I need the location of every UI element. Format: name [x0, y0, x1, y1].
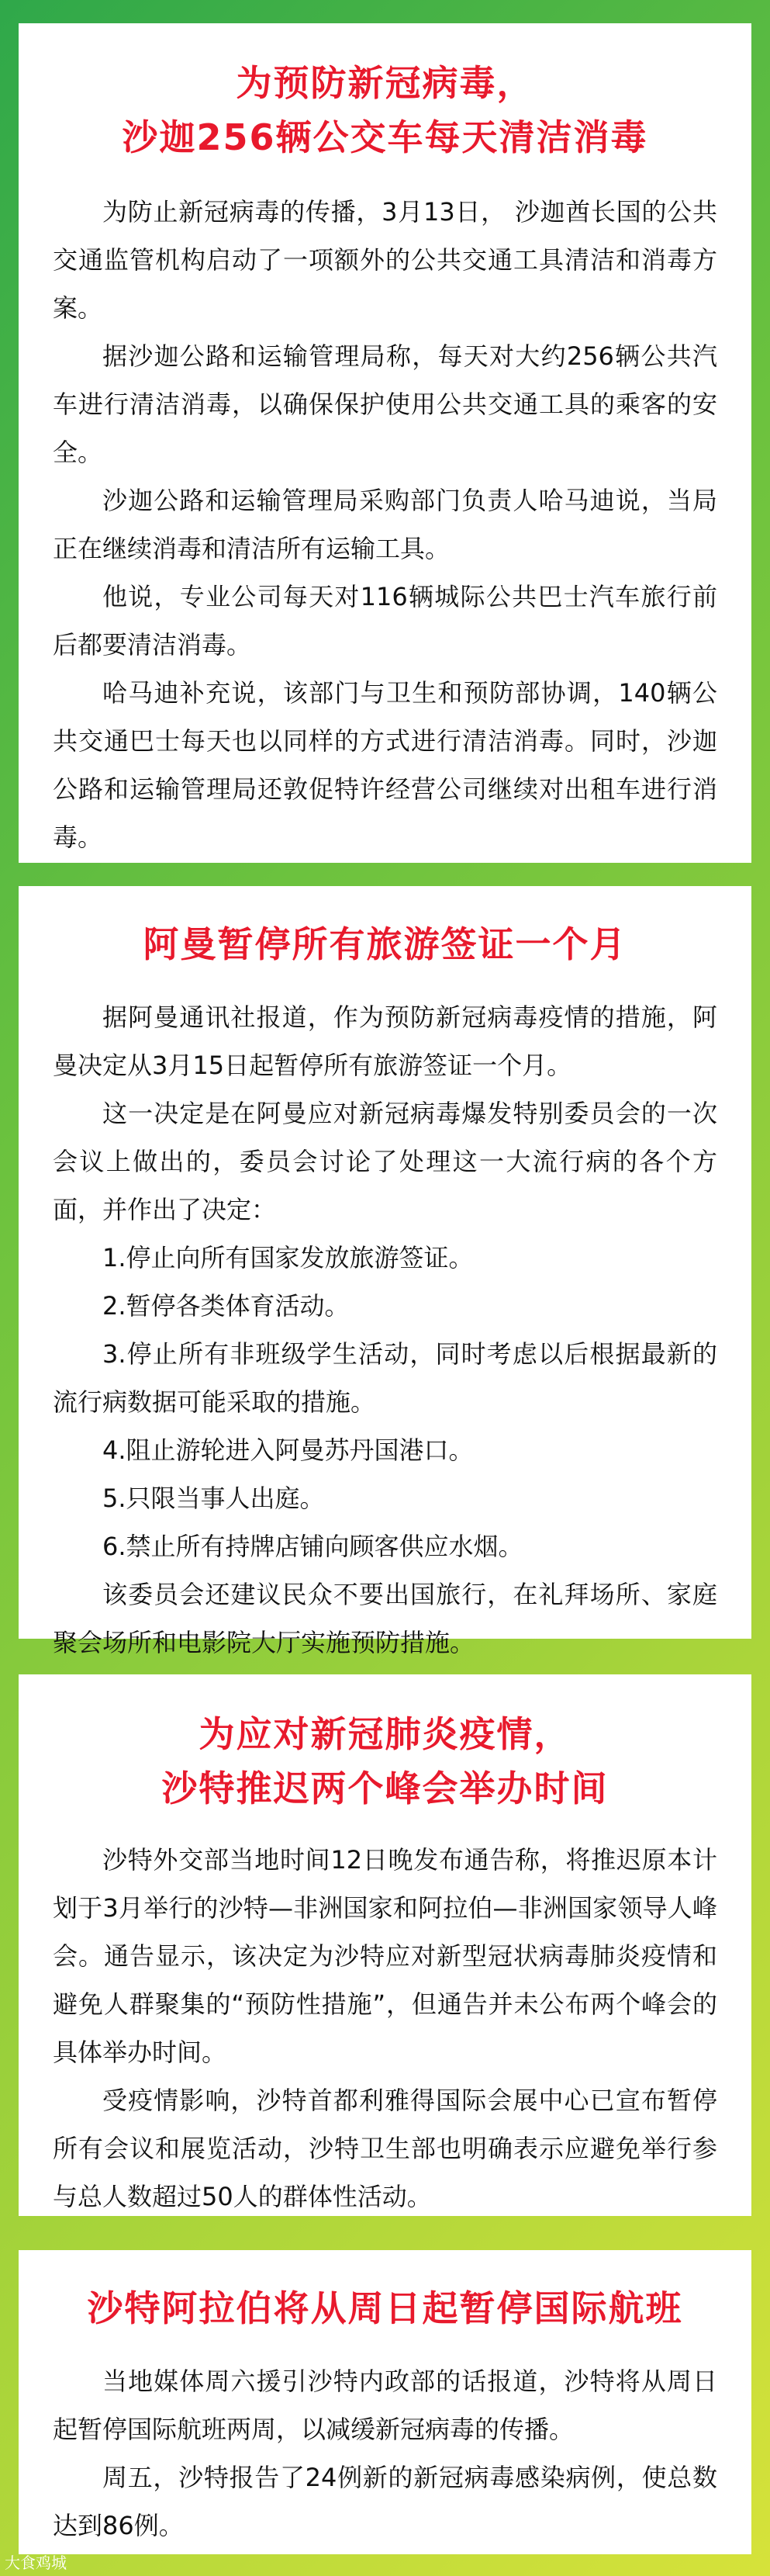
article-1-paragraph-1: 为防止新冠病毒的传播，3月13日， 沙迦酋长国的公共交通监管机构启动了一项额外的公共交通工具清洁和消毒方案。	[53, 197, 717, 323]
article-1-paragraph-5: 哈马迪补充说，该部门与卫生和预防部协调，140辆公共交通巴士每天也以同样的方式进行清洁消毒。同时，沙迦公路和运输管理局还敦促特许经营公司继续对出租车进行消毒。	[53, 678, 717, 852]
article-4-paragraph-1: 当地媒体周六援引沙特内政部的话报道，沙特将从周日起暂停国际航班两周，以减缓新冠病毒的传播。	[53, 2367, 717, 2444]
article-1-paragraph-2: 据沙迦公路和运输管理局称，每天对大约256辆公共汽车进行清洁消毒，以确保保护使用公共交通工具的乘客的安全。	[53, 341, 717, 467]
article-title-4	[53, 2281, 717, 2335]
article-2-list-item-4: 4.阻止游轮进入阿曼苏丹国港口。	[102, 1435, 474, 1465]
article-2-list-item-2: 2.暂停各类体育活动。	[102, 1291, 350, 1321]
article-3-paragraph-1: 沙特外交部当地时间12日晚发布通告称，将推迟原本计划于3月举行的沙特—非洲国家和阿拉伯—非洲国家领导人峰会。通告显示，该决定为沙特应对新型冠状病毒肺炎疫情和避免人群聚集的“预防性措施”，但通告并未公布两个峰会的具体举办时间。	[53, 1845, 717, 2067]
article-title-3-line-2: 沙特推迟两个峰会举办时间	[161, 1768, 609, 1809]
article-1-paragraph-3: 沙迦公路和运输管理局采购部门负责人哈马迪说，当局正在继续消毒和清洁所有运输工具。	[53, 486, 717, 563]
article-card-2	[19, 886, 751, 1657]
article-card-3	[19, 1674, 751, 2216]
article-title-2	[53, 917, 717, 971]
article-2-paragraph-9: 该委员会还建议民众不要出国旅行，在礼拜场所、家庭聚会场所和电影院大厅实施预防措施。	[53, 1580, 717, 1657]
article-title-1-line-1: 为预防新冠病毒，	[236, 62, 534, 104]
article-2-paragraph-1: 据阿曼通讯社报道，作为预防新冠病毒疫情的措施，阿曼决定从3月15日起暂停所有旅游签证一个月。	[53, 1002, 717, 1080]
article-card-4	[19, 2250, 751, 2554]
article-card-1	[19, 23, 751, 863]
article-title-1-line-2: 沙迦256辆公交车每天清洁消毒	[122, 116, 648, 158]
article-1-paragraph-4: 他说，专业公司每天对116辆城际公共巴士汽车旅行前后都要清洁消毒。	[53, 582, 717, 660]
article-2-list-item-1: 1.停止向所有国家发放旅游签证。	[102, 1243, 474, 1272]
article-title-2-line-1: 阿曼暂停所有旅游签证一个月	[143, 923, 627, 965]
article-title-3-line-1: 为应对新冠肺炎疫情，	[199, 1713, 571, 1755]
article-2-list-item-3: 3.停止所有非班级学生活动，同时考虑以后根据最新的流行病数据可能采取的措施。	[53, 1339, 717, 1417]
article-2-list-item-5: 5.只限当事人出庭。	[102, 1484, 325, 1513]
article-title-4-line-1: 沙特阿拉伯将从周日起暂停国际航班	[87, 2287, 683, 2329]
article-title-1	[53, 56, 717, 164]
article-2-paragraph-2: 这一决定是在阿曼应对新冠病毒爆发特别委员会的一次会议上做出的，委员会讨论了处理这一大流行病的各个方面，并作出了决定：	[53, 1099, 717, 1224]
article-4-paragraph-2: 周五，沙特报告了24例新的新冠病毒感染病例，使总数达到86例。	[53, 2463, 717, 2540]
article-title-3	[53, 1707, 717, 1816]
article-3-paragraph-2: 受疫情影响，沙特首都利雅得国际会展中心已宣布暂停所有会议和展览活动，沙特卫生部也明确表示应避免举行参与总人数超过50人的群体性活动。	[53, 2086, 717, 2211]
article-2-list-item-6: 6.禁止所有持牌店铺向顾客供应水烟。	[102, 1532, 523, 1561]
watermark: 大食鸡城	[5, 2553, 67, 2572]
